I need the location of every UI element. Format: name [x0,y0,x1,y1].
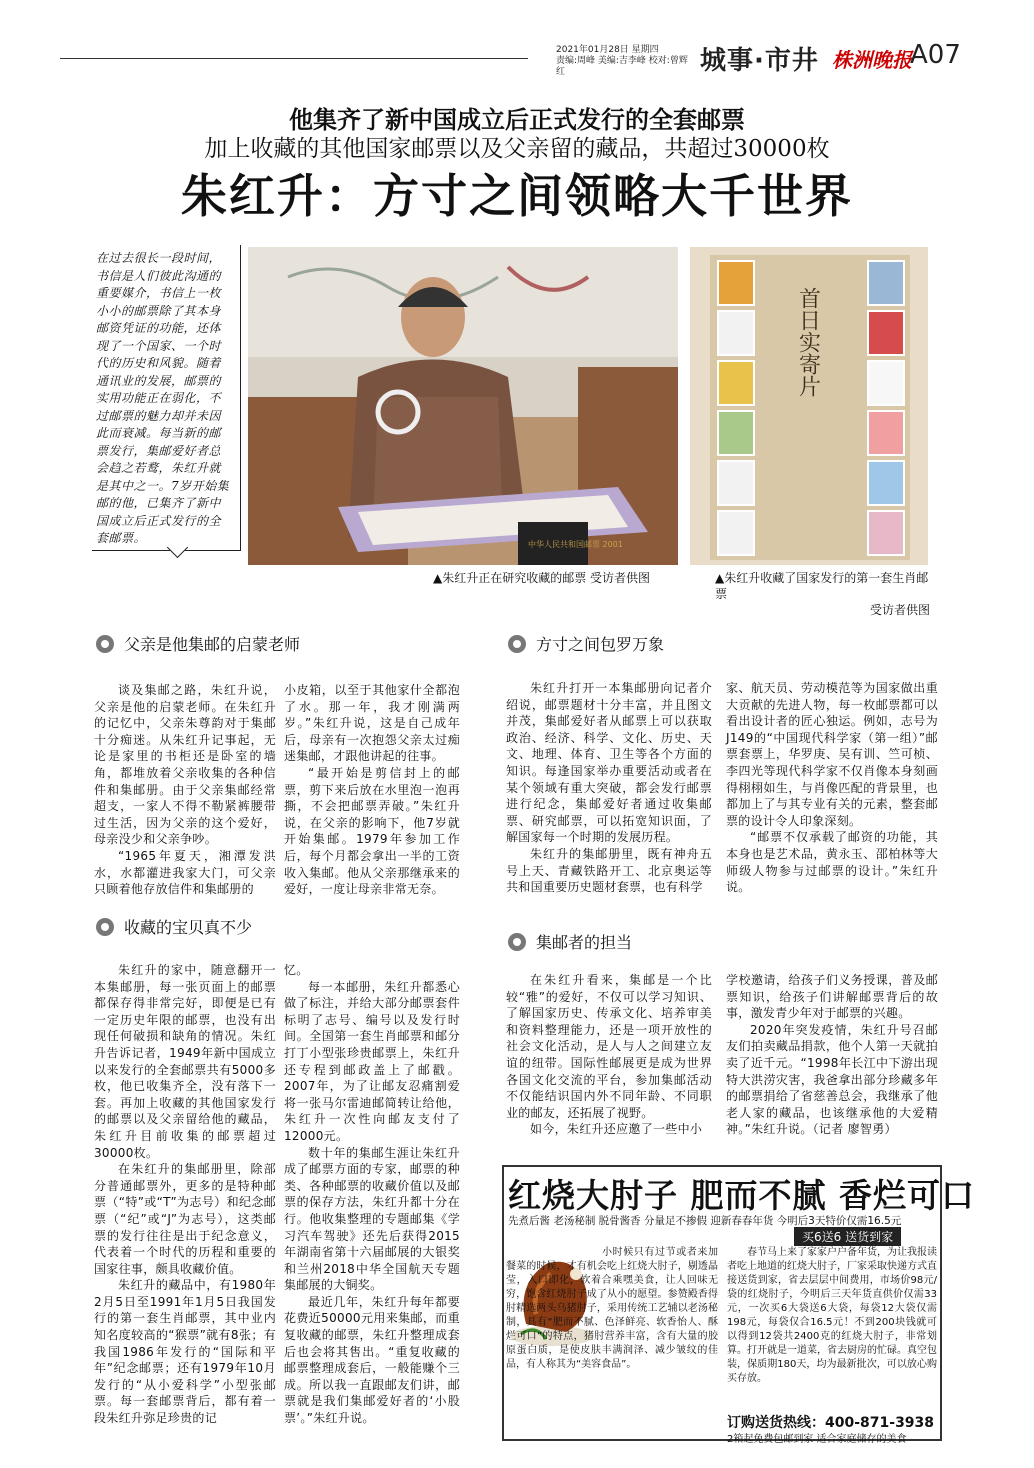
stamp-thumbnail [718,311,754,355]
stamp-thumbnail [718,461,754,505]
s3-column-1 [506,680,712,896]
s2-column-2 [284,962,460,1427]
ad-badge: 买6送6 送货到家 [794,1227,901,1246]
paragraph: 朱红升的藏品中，有1980年2月5日至1991年1月5日我国发行的第一套生肖邮票，其中业内知名度较高的“猴票”就有8张；有我国1986年发行的“国际和平年”纪念邮票；还有1979年10月发行的“从小爱科学”小型张邮票。每一套邮票背后，都有着一段朱红升弥足珍贵的记 [94,1278,276,1426]
heading-text: 方寸之间包罗万象 [536,635,665,654]
bullet-circle-icon [96,635,114,653]
book-spine-text: 中华人民共和国邮票 2001 [528,540,623,549]
section-heading-responsibility [508,930,632,953]
section-heading-father [96,632,300,655]
paragraph: 最近几年，朱红升每年都要花费近50000元用来集邮，而重复收藏的邮票，朱红升整理成套后也会将其售出。“重复收藏的邮票整理成套后，一般能赚个三成。所以我一直跟邮友们讲，邮票就是我们集邮爱好者的‘小股票’。”朱红升说。 [284,1294,460,1426]
paragraph: 2020年突发疫情，朱红升号召邮友们拍卖藏品捐款，他个人第一天就拍卖了近千元。“1998年长江中下游出现特大洪涝灾害，我爸拿出部分珍藏多年的邮票捐给了省慈善总会，我继承了他老人家的藏品，也该继承他的大爱精神。”朱红升说。（记者 廖智勇） [726,1022,938,1137]
bullet-circle-icon [96,918,114,936]
heading-text: 集邮者的担当 [536,933,633,952]
page-number: A07 [910,40,961,70]
paragraph: 朱红升打开一本集邮册向记者介绍说，邮票题材十分丰富，并且图文并茂，集邮爱好者从邮票上可以获取政治、经济、科学、文化、历史、天文、地理、体育、卫生等各个方面的知识。每逢国家举办重要活动或者在某个领域有重大突破，都会发行邮票进行纪念，集邮爱好者通过收集邮票、研究邮票，可以拓宽知识面，了解国家每一个时期的发展历程。 [506,681,712,845]
sub-headline: 加上收藏的其他国家邮票以及父亲留的藏品，共超过30000枚 [204,136,830,162]
section-heading-treasures [96,915,252,938]
header-date [556,45,696,78]
paragraph: 如今，朱红升还应邀了一些中小 [530,1122,703,1137]
ad-description-right: 春节马上来了家家户户备年货，为让我报读者吃上地道的红烧大肘子，厂家采取快递方式直接送货到家，省去层层中间费用，市场价98元/袋的红烧肘子，今明后三天年货直供价仅需33元，一次买6大袋送6大袋，每袋12大袋仅需198元，每袋仅合16.5元！不到200块钱就可以得到12袋共2400克的红烧大肘子，非常划算。打开就是一道菜，省去厨房的忙碌。真空包装，保质期180天，均为最新批次，可以放心购买存放。 [727,1247,937,1384]
paragraph: 数十年的集邮生涯让朱红升成了邮票方面的专家，邮票的种类、各种邮票的收藏价值以及邮票的保存方法，朱红升都十分在行。他收集整理的专题邮集《学习汽车驾驶》还先后获得2015年湖南省第十六届邮展的大银奖和兰州2018中华全国航天专题集邮展的大铜奖。 [284,1145,460,1293]
stamp-thumbnail [868,411,904,455]
stamp-thumbnail [868,511,904,555]
photo-stamps [690,247,928,565]
stamp-thumbnail [718,411,754,455]
paragraph: 在朱红升看来，集邮是一个比较“雅”的爱好，不仅可以学习知识、了解国家历史、传承文化、培养审美和资料整理能力，还是一项开放性的社会文化活动，是人与人之间建立友谊的纽带。国际性邮展更是成为世界各国文化交流的平台，参加集邮活动不仅能结识国内外不同年龄、不同职业的邮友，还拓展了视野。 [506,973,712,1120]
s4-column-1 [506,972,712,1138]
s3-column-2 [726,680,938,896]
heading-text: 收藏的宝贝真不少 [124,918,253,937]
editor-credits: 责编:周峰 美编:吉李峰 校对:曾辉红 [556,56,688,77]
issue-date: 2021年01月28日 星期四 [556,45,659,55]
section-heading-variety [508,632,664,655]
stamp-thumbnail [868,361,904,405]
ad-description-left: 小时候只有过节或者来加餐菜的时候，才有机会吃上红烧大肘子，剔透晶莹，入口即化，软着合乘嘿美食，让人回味无穷，饱含红烧肘子成了从小的愿望。参赞殿香得肘精选两头乌猪肘子，采用传统工艺辅以老汤秘制，具有“肥而不腻、色泽鲜亮、软香怡人、酥烂可口”的特点，猪肘营养丰富，含有大量的胶原蛋白质，是使皮肤丰满润泽、减少皱纹的佳品，有人称其为“美容食品”。 [506,1247,718,1370]
collector-photo-illustration [248,247,678,565]
stamp-thumbnail [718,511,754,555]
kicker-headline: 他集齐了新中国成立后正式发行的全套邮票 [289,106,745,134]
s1-column-1 [94,682,276,898]
stamp-thumbnail [718,361,754,405]
ad-title: 红烧大肘子 肥而不腻 香烂可口 [508,1176,975,1215]
heading-text: 父亲是他集邮的启蒙老师 [124,635,301,654]
paragraph: 朱红升的家中，随意翻开一本集邮册，每一张页面上的邮票都保存得非常完好，即便是已有一定历史年限的邮票，也没有出现任何破损和缺角的情况。朱红升告诉记者，1949年新中国成立以来发行的全套邮票共有5000多枚，他已收集齐全，没有落下一套。再加上收藏的其他国家发行的邮票以及父亲留给他的藏品，朱红升目前收集的邮票超过30000枚。 [94,963,276,1160]
paragraph: 小皮箱，以至于其他家什全都泡了水。那一年，我才刚满两岁。”朱红升说，这是自己成年后，母亲有一次抱怨父亲太过痴迷集邮，才跟他讲起的往事。 [284,683,460,764]
paragraph: 朱红升的集邮册里，既有神舟五号上天、青藏铁路开工、北京奥运等共和国重要历史题材套票，也有科学 [506,846,712,895]
newspaper-logo: 株洲晚报 [832,48,912,72]
paragraph: “最开始是剪信封上的邮票，剪下来后放在水里泡一泡再撕，不会把邮票弄破。”朱红升说，在父亲的影响下，他7岁就开始集邮。1979年参加工作后，每个月都会拿出一半的工资收入集邮。他从父亲那继承来的爱好，一度让母亲非常无奈。 [284,765,460,897]
stamp-envelope-illustration [690,247,928,565]
main-headline: 朱红升：方寸之间领略大千世界 [181,169,853,223]
stamp-thumbnail [868,261,904,305]
bullet-circle-icon [508,635,526,653]
ad-phone: 订购送货热线：400-871-3938 [727,1415,935,1431]
ad-subtitle: 先煮后酱 老汤秘制 脱骨酱香 分量足不掺假 迎新春春年货 今明后3天特价仅需16.5元 [508,1215,902,1227]
envelope-calligraphy: 首日实寄片 [795,287,821,397]
right-caption-text: ▲朱红升收藏了国家发行的第一套生肖邮票 [715,571,929,601]
photo-caption-left: ▲朱红升正在研究收藏的邮票 受访者供图 [433,571,651,585]
paragraph: 学校邀请，给孩子们义务授课，普及邮票知识，给孩子们讲解邮票背后的故事，激发青少年对于邮票的兴趣。 [726,973,938,1021]
stamp-thumbnail [718,261,754,305]
right-caption-credit: 受访者供图 [869,603,930,617]
header-rule [60,58,528,59]
bullet-circle-icon [508,933,526,951]
photo-caption-right [715,570,930,618]
intro-text: 在过去很长一段时间，书信是人们彼此沟通的重要媒介，书信上一枚小小的邮票除了其本身邮资凭证的功能，还体现了一个国家、一个时代的历史和风貌。随着通讯业的发展，邮票的实用功能正在弱化，不过邮票的魅力却并未因此而衰减。每当新的邮票发行，集邮爱好者总会趋之若鹜，朱红升就是其中之一。7岁开始集邮的他，已集齐了新中国成立后正式发行的全套邮票。 [96,251,230,545]
paragraph: 家、航天员、劳动模范等为国家做出重大贡献的先进人物，每一枚邮票都可以看出设计者的匠心独运。例如，志号为J149的“中国现代科学家（第一组）”邮票套票上，华罗庚、吴有训、竺可桢、李四光等现代科学家不仅肖像本身刻画得栩栩如生，与肖像匹配的背景里，也都加上了与其专业有关的元素，整套邮票的设计令人印象深刻。 [726,681,938,828]
ad-note: 2箱起免费包邮到家 适合家庭储存的美食 [727,1434,907,1445]
s2-column-1 [94,962,276,1427]
section-name: 城事·市井 [700,46,819,76]
photo-collector [248,247,678,565]
s1-column-2 [284,682,460,898]
s4-column-2 [726,972,938,1138]
paragraph: 谈及集邮之路，朱红升说，父亲是他的启蒙老师。在朱红升的记忆中，父亲朱尊韵对于集邮十分痴迷。从朱红升记事起，无论是家里的书柜还是卧室的墙角，都堆放着父亲收集的各种信件和集邮册。由于父亲集邮经常超支，一家人不得不勒紧裤腰带过生活，因为父亲的这个爱好，母亲没少和父亲争吵。 [94,683,276,847]
paragraph: 在朱红升的集邮册里，除部分普通邮票外，更多的是特种邮票（“特”或“T”为志号）和纪念邮票（“纪”或“J”为志号），这类邮票的发行往往是出于纪念意义，代表着一个时代的历程和重要的国家往事，颇具收藏价值。 [94,1162,276,1276]
paragraph: 忆。 [284,963,309,977]
paragraph: “邮票不仅承载了邮资的功能，其本身也是艺术品，黄永玉、邵柏林等大师级人物参与过邮票的设计。”朱红升说。 [726,830,938,895]
stamp-thumbnail [868,461,904,505]
paragraph: “1965年夏天，湘潭发洪水，水都灌进我家大门，可父亲只顾着他存放信件和集邮册的 [94,848,276,897]
stamp-thumbnail [868,311,904,355]
paragraph: 每一本邮册，朱红升都悉心做了标注，并给大部分邮票套件标明了志号、编号以及发行时间。全国第一套生肖邮票和邮分打丁小型张珍贵邮票上，朱红升还专程到邮政盖上了邮戳。2007年，为了让邮友忍痛割爱将一张马尔雷迪邮简转让给他，朱红升一次性向邮友支付了12000元。 [284,979,460,1143]
